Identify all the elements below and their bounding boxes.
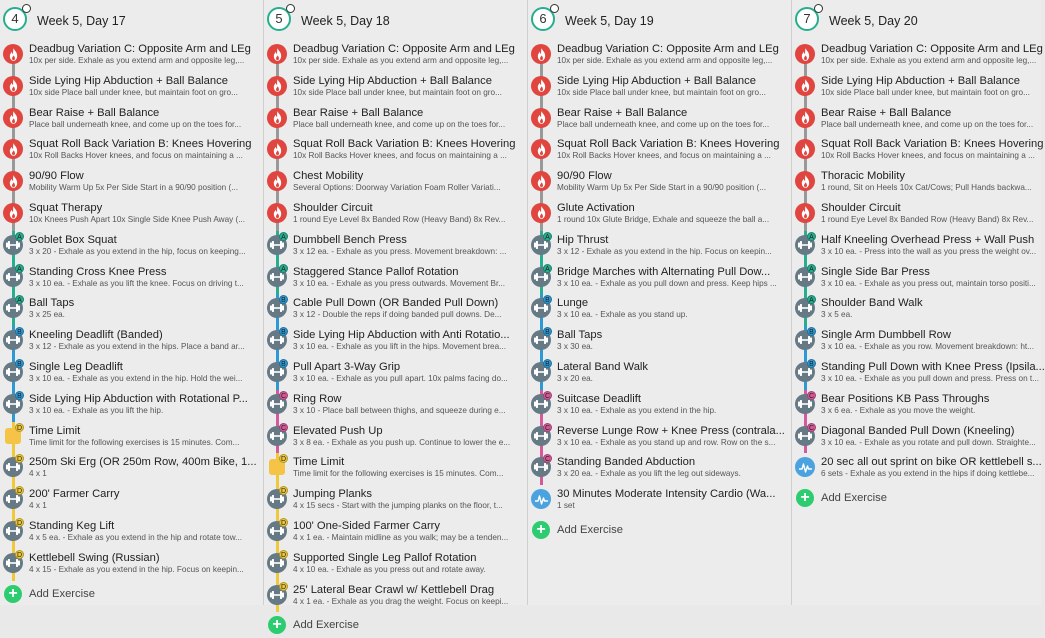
- exercise-item[interactable]: [792, 422, 1041, 454]
- exercise-name[interactable]: Half Kneeling Overhead Press + Wall Push: [821, 233, 1035, 246]
- exercise-name[interactable]: 30 Minutes Moderate Intensity Cardio (Wa...: [557, 488, 776, 501]
- exercise-item[interactable]: [792, 104, 1041, 136]
- group-badge: D: [16, 519, 23, 527]
- fire-icon[interactable]: [795, 76, 815, 96]
- group-badge: D: [280, 519, 287, 527]
- fire-icon[interactable]: [3, 44, 23, 64]
- add-exercise-button[interactable]: [264, 614, 527, 638]
- exercise-description: 3 x 25 ea.: [29, 310, 65, 320]
- exercise-item[interactable]: [528, 294, 791, 326]
- exercise-description: 10x per side. Exhale as you extend arm and opposite leg,...: [557, 56, 773, 65]
- exercise-item[interactable]: [792, 294, 1041, 326]
- exercise-description: 3 x 10 ea. - Exhale as you press outwards. Movement Br...: [293, 278, 506, 288]
- add-exercise-button[interactable]: [792, 487, 1041, 511]
- add-exercise-label[interactable]: Add Exercise: [557, 523, 623, 536]
- day-column: [0, 0, 264, 605]
- exercise-description: Several Options: Doorway Variation Foam Roller Variati...: [293, 183, 501, 193]
- exercise-name[interactable]: Side Lying Hip Abduction + Ball Balance: [557, 74, 756, 87]
- group-badge: B: [807, 359, 816, 368]
- exercise-description: 3 x 12 - Double the reps if doing banded pull downs. De...: [293, 310, 502, 320]
- exercise-item[interactable]: [0, 453, 263, 485]
- exercise-description: 3 x 12 - Exhale as you extend in the hip. Focus on keepin...: [557, 246, 772, 256]
- exercise-item[interactable]: [792, 40, 1041, 72]
- exercise-description: 1 set: [557, 501, 575, 511]
- exercise-item[interactable]: [0, 485, 263, 517]
- exercise-name[interactable]: Supported Single Leg Pallof Rotation: [293, 551, 477, 564]
- group-badge: A: [543, 232, 552, 241]
- exercise-item[interactable]: [792, 167, 1041, 199]
- exercise-name[interactable]: Standing Keg Lift: [29, 519, 115, 532]
- exercise-description: Place ball underneath knee, and come up on the toes for...: [821, 119, 1034, 129]
- exercise-description: 3 x 10 ea. - Exhale as you pull apart. 10x palms facing do...: [293, 373, 508, 383]
- exercise-item[interactable]: [0, 167, 263, 199]
- exercise-description: 4 x 5 ea. - Exhale as you extend in the hip and rotate tow...: [29, 532, 243, 542]
- group-badge: B: [543, 295, 552, 304]
- plus-icon[interactable]: +: [268, 616, 286, 634]
- fire-icon[interactable]: [795, 108, 815, 128]
- exercise-description: 10x side Place ball under knee, but maintain foot on gro...: [821, 87, 1030, 97]
- exercise-name[interactable]: Single Arm Dumbbell Row: [821, 329, 951, 342]
- exercise-name[interactable]: Lunge: [557, 297, 589, 310]
- exercise-name[interactable]: Bear Raise + Ball Balance: [29, 106, 160, 119]
- exercise-item[interactable]: [264, 581, 527, 613]
- exercise-item[interactable]: [0, 549, 263, 581]
- exercise-item[interactable]: [0, 135, 263, 167]
- exercise-description: 1 round, Sit on Heels 10x Cat/Cows; Pull Hands backwa...: [821, 183, 1032, 193]
- add-exercise-label[interactable]: Add Exercise: [293, 619, 359, 632]
- exercise-description: 1 round Eye Level 8x Banded Row (Heavy Band) 8x Rev...: [293, 214, 506, 224]
- exercise-item[interactable]: [0, 263, 263, 295]
- exercise-description: Mobility Warm Up 5x Per Side Start in a 90/90 position (...: [29, 183, 239, 193]
- exercise-name[interactable]: Side Lying Hip Abduction with Anti Rotatio...: [293, 329, 510, 342]
- fire-icon[interactable]: [267, 44, 287, 64]
- exercise-item[interactable]: [0, 358, 263, 390]
- exercise-name[interactable]: Time Limit: [29, 424, 81, 437]
- exercise-item[interactable]: [0, 326, 263, 358]
- day-number-badge[interactable]: 7: [795, 7, 819, 31]
- group-badge: B: [15, 391, 24, 400]
- add-exercise-button[interactable]: [0, 583, 263, 607]
- exercise-description: 10x side Place ball under knee, but maintain foot on gro...: [29, 87, 238, 97]
- exercise-description: 3 x 30 ea.: [557, 342, 593, 352]
- fire-icon[interactable]: [795, 203, 815, 223]
- exercise-name[interactable]: Staggered Stance Pallof Rotation: [293, 265, 459, 278]
- group-badge: B: [15, 327, 24, 336]
- exercise-name[interactable]: Bear Raise + Ball Balance: [557, 106, 688, 119]
- group-badge: D: [280, 488, 287, 496]
- exercise-name[interactable]: 20 sec all out sprint on bike OR kettlebell s...: [821, 456, 1042, 469]
- group-badge: B: [15, 359, 24, 368]
- fire-icon[interactable]: [531, 171, 551, 191]
- exercise-name[interactable]: Pull Apart 3-Way Grip: [293, 360, 401, 373]
- exercise-name[interactable]: Squat Therapy: [29, 201, 103, 214]
- group-badge: A: [807, 264, 816, 273]
- exercise-item[interactable]: [0, 422, 263, 454]
- group-badge: D: [16, 488, 23, 496]
- exercise-description: 3 x 12 - Exhale as you extend in the hips. Place a band ar...: [29, 342, 245, 352]
- exercise-item[interactable]: [264, 326, 527, 358]
- exercise-item[interactable]: [264, 517, 527, 549]
- group-badge: B: [807, 327, 816, 336]
- day-status-dot[interactable]: [814, 4, 823, 13]
- fire-icon[interactable]: [531, 139, 551, 159]
- exercise-item[interactable]: [528, 104, 791, 136]
- exercise-name[interactable]: Suitcase Deadlift: [557, 392, 641, 405]
- exercise-description: 4 x 1: [29, 469, 47, 479]
- exercise-item[interactable]: [264, 294, 527, 326]
- fire-icon[interactable]: [267, 76, 287, 96]
- exercise-name[interactable]: Time Limit: [293, 456, 345, 469]
- exercise-item[interactable]: [264, 390, 527, 422]
- exercise-description: 10x Roll Backs Hover knees, and focus on maintaining a ...: [29, 151, 243, 161]
- exercise-name[interactable]: Shoulder Circuit: [293, 201, 373, 214]
- exercise-description: 3 x 10 ea. - Exhale as you lift the hip.: [29, 405, 164, 415]
- exercise-item[interactable]: [528, 453, 791, 485]
- exercise-description: Time limit for the following exercises is 15 minutes. Com...: [293, 469, 504, 479]
- exercise-name[interactable]: 25' Lateral Bear Crawl w/ Kettlebell Drag: [293, 583, 495, 596]
- group-badge: D: [280, 456, 287, 464]
- exercise-item[interactable]: [528, 485, 791, 517]
- exercise-name[interactable]: 90/90 Flow: [557, 170, 612, 183]
- exercise-item[interactable]: [264, 485, 527, 517]
- exercise-description: 3 x 8 ea. - Exhale as you push up. Continue to lower the e...: [293, 437, 511, 447]
- exercise-item[interactable]: [528, 199, 791, 231]
- add-exercise-label[interactable]: Add Exercise: [29, 587, 95, 600]
- exercise-description: 10x Roll Backs Hover knees, and focus on maintaining a ...: [821, 151, 1035, 161]
- exercise-item[interactable]: [528, 135, 791, 167]
- exercise-description: 4 x 1: [29, 501, 47, 511]
- exercise-description: 6 sets - Exhale as you extend in the hips if doing kettlebe...: [821, 469, 1035, 479]
- add-exercise-label[interactable]: Add Exercise: [821, 492, 887, 505]
- exercise-name[interactable]: Diagonal Banded Pull Down (Kneeling): [821, 424, 1015, 437]
- group-badge: B: [543, 327, 552, 336]
- exercise-list: [528, 40, 791, 517]
- exercise-description: 10x Roll Backs Hover knees, and focus on maintaining a ...: [293, 151, 507, 161]
- exercise-description: 3 x 10 ea. - Exhale as you lift in the hips. Movement brea...: [293, 342, 506, 352]
- exercise-name[interactable]: Side Lying Hip Abduction + Ball Balance: [821, 74, 1020, 87]
- exercise-item[interactable]: [528, 358, 791, 390]
- fire-icon[interactable]: [267, 171, 287, 191]
- exercise-description: 10x Knees Push Apart 10x Single Side Knee Push Away (...: [29, 214, 246, 224]
- exercise-description: 3 x 12 ea. - Exhale as you press. Movement breakdown: ...: [293, 246, 507, 256]
- day-column: [264, 0, 528, 634]
- group-badge: C: [544, 456, 551, 464]
- fire-icon[interactable]: [267, 108, 287, 128]
- exercise-description: 10x Roll Backs Hover knees, and focus on maintaining a ...: [557, 151, 771, 161]
- group-badge: A: [807, 295, 816, 304]
- day-header: [264, 0, 527, 40]
- fire-icon[interactable]: [267, 139, 287, 159]
- group-badge: A: [279, 264, 288, 273]
- fire-icon[interactable]: [3, 76, 23, 96]
- add-exercise-button[interactable]: [528, 519, 791, 543]
- day-number-badge[interactable]: 6: [531, 7, 555, 31]
- day-header: [528, 0, 791, 40]
- day-header: [0, 0, 263, 40]
- exercise-description: 3 x 20 ea.: [557, 373, 593, 383]
- exercise-name[interactable]: Kettlebell Swing (Russian): [29, 551, 160, 564]
- exercise-description: 1 round Eye Level 8x Banded Row (Heavy Band) 8x Rev...: [821, 214, 1034, 224]
- exercise-item[interactable]: [0, 104, 263, 136]
- exercise-item[interactable]: [0, 231, 263, 263]
- group-badge: B: [279, 359, 288, 368]
- exercise-name[interactable]: Squat Roll Back Variation B: Knees Hovering: [293, 138, 516, 151]
- exercise-description: 10x side Place ball under knee, but maintain foot on gro...: [293, 87, 502, 97]
- exercise-item[interactable]: [792, 263, 1041, 295]
- exercise-item[interactable]: [264, 167, 527, 199]
- exercise-name[interactable]: Cable Pull Down (OR Banded Pull Down): [293, 297, 499, 310]
- day-header: [792, 0, 1041, 40]
- exercise-description: 10x per side. Exhale as you extend arm and opposite leg,...: [821, 56, 1037, 65]
- plus-icon[interactable]: +: [796, 489, 814, 507]
- fire-icon[interactable]: [531, 108, 551, 128]
- exercise-item[interactable]: [264, 422, 527, 454]
- exercise-description: 4 x 15 - Exhale as you extend in the hip. Focus on keepin...: [29, 564, 244, 574]
- group-badge: C: [808, 424, 815, 432]
- exercise-item[interactable]: [264, 549, 527, 581]
- group-badge: B: [279, 327, 288, 336]
- day-column: [528, 0, 792, 605]
- fire-icon[interactable]: [795, 44, 815, 64]
- exercise-description: 10x per side. Exhale as you extend arm and opposite leg,...: [293, 56, 509, 65]
- fire-icon[interactable]: [795, 171, 815, 191]
- exercise-name[interactable]: Deadbug Variation C: Opposite Arm and LEg: [557, 43, 779, 55]
- exercise-name[interactable]: Standing Cross Knee Press: [29, 265, 167, 278]
- exercise-item[interactable]: [264, 358, 527, 390]
- group-badge: D: [16, 551, 23, 559]
- exercise-name[interactable]: 250m Ski Erg (OR 250m Row, 400m Bike, 1...: [29, 456, 257, 469]
- exercise-item[interactable]: [528, 167, 791, 199]
- exercise-name[interactable]: Chest Mobility: [293, 170, 364, 183]
- exercise-description: 4 x 1 ea. - Exhale as you drag the weight. Focus on keepi...: [293, 596, 509, 606]
- exercise-name[interactable]: 90/90 Flow: [29, 170, 84, 183]
- exercise-item[interactable]: [264, 72, 527, 104]
- exercise-description: 1 round 10x Glute Bridge, Exhale and squeeze the ball a...: [557, 214, 770, 224]
- group-badge: C: [544, 424, 551, 432]
- exercise-item[interactable]: [528, 390, 791, 422]
- exercise-item[interactable]: [528, 422, 791, 454]
- group-badge: C: [280, 424, 287, 432]
- exercise-description: 3 x 10 - Place ball between thighs, and squeeze during e...: [293, 405, 506, 415]
- exercise-name[interactable]: Standing Banded Abduction: [557, 456, 696, 469]
- exercise-description: 3 x 10 ea. - Exhale as you extend in the hip. Hold the wei...: [29, 373, 243, 383]
- exercise-description: Place ball underneath knee, and come up on the toes for...: [29, 119, 242, 129]
- exercise-item[interactable]: [792, 326, 1041, 358]
- exercise-item[interactable]: [792, 135, 1044, 167]
- exercise-description: 3 x 20 - Exhale as you extend in the hip, focus on keeping...: [29, 246, 246, 256]
- exercise-item[interactable]: [792, 390, 1041, 422]
- day-title[interactable]: Week 5, Day 17: [37, 14, 126, 28]
- exercise-item[interactable]: [0, 390, 263, 422]
- exercise-description: 3 x 5 ea.: [821, 310, 853, 320]
- exercise-description: 4 x 10 ea. - Exhale as you press out and rotate away.: [293, 564, 486, 574]
- exercise-description: Place ball underneath knee, and come up on the toes for...: [293, 119, 506, 129]
- cardio-icon[interactable]: [795, 457, 815, 477]
- day-status-dot[interactable]: [286, 4, 295, 13]
- exercise-item[interactable]: [264, 135, 527, 167]
- exercise-name[interactable]: Ball Taps: [29, 297, 75, 310]
- group-badge: C: [808, 392, 815, 400]
- exercise-item[interactable]: [792, 453, 1041, 485]
- exercise-item[interactable]: [0, 294, 263, 326]
- exercise-description: 3 x 10 ea. - Press into the wall as you press the weight ov...: [821, 246, 1037, 256]
- plus-icon[interactable]: +: [532, 521, 550, 539]
- exercise-item[interactable]: [0, 199, 263, 231]
- exercise-name[interactable]: Squat Roll Back Variation B: Knees Hovering: [557, 138, 780, 151]
- group-badge: B: [279, 295, 288, 304]
- exercise-item[interactable]: [528, 72, 791, 104]
- exercise-name[interactable]: Side Lying Hip Abduction with Rotational P...: [29, 392, 248, 405]
- exercise-item[interactable]: [264, 263, 527, 295]
- exercise-name[interactable]: Deadbug Variation C: Opposite Arm and LEg: [29, 43, 251, 55]
- exercise-item[interactable]: [792, 358, 1045, 390]
- fire-icon[interactable]: [795, 139, 815, 159]
- exercise-name[interactable]: Shoulder Circuit: [821, 201, 901, 214]
- exercise-name[interactable]: 200' Farmer Carry: [29, 488, 120, 501]
- exercise-name[interactable]: Squat Roll Back Variation B: Knees Hovering: [821, 138, 1044, 151]
- exercise-name[interactable]: Squat Roll Back Variation B: Knees Hovering: [29, 138, 252, 151]
- exercise-description: Time limit for the following exercises is 15 minutes. Com...: [29, 437, 240, 447]
- day-status-dot[interactable]: [550, 4, 559, 13]
- exercise-description: 3 x 10 ea. - Exhale as you pull down and press. Press on t...: [821, 373, 1040, 383]
- exercise-name[interactable]: Bridge Marches with Alternating Pull Dow...: [557, 265, 771, 278]
- exercise-name[interactable]: Goblet Box Squat: [29, 233, 117, 246]
- group-badge: D: [280, 583, 287, 591]
- exercise-description: 4 x 1 ea. - Maintain midline as you walk; may be a tenden...: [293, 532, 509, 542]
- exercise-item[interactable]: [0, 40, 263, 72]
- group-badge: D: [280, 551, 287, 559]
- exercise-description: 3 x 10 ea. - Exhale as you row. Movement breakdown: ht...: [821, 342, 1034, 352]
- group-badge: A: [543, 264, 552, 273]
- exercise-name[interactable]: Dumbbell Bench Press: [293, 233, 407, 246]
- exercise-name[interactable]: Lateral Band Walk: [557, 360, 648, 373]
- group-badge: A: [279, 232, 288, 241]
- group-badge: C: [544, 392, 551, 400]
- exercise-description: 10x per side. Exhale as you extend arm and opposite leg,...: [29, 56, 245, 65]
- plus-icon[interactable]: +: [4, 585, 22, 603]
- exercise-description: 10x side Place ball under knee, but maintain foot on gro...: [557, 87, 766, 97]
- exercise-item[interactable]: [264, 104, 527, 136]
- exercise-description: 3 x 20 ea. - Exhale as you lift the leg out sideways.: [557, 469, 741, 479]
- exercise-name[interactable]: Ball Taps: [557, 329, 603, 342]
- day-title[interactable]: Week 5, Day 18: [301, 14, 390, 28]
- day-number-badge[interactable]: 5: [267, 7, 291, 31]
- exercise-item[interactable]: [528, 263, 791, 295]
- exercise-name[interactable]: Jumping Planks: [293, 488, 372, 501]
- day-column: [792, 0, 1045, 605]
- exercise-name[interactable]: Single Leg Deadlift: [29, 360, 123, 373]
- exercise-name[interactable]: Single Side Bar Press: [821, 265, 930, 278]
- exercise-description: 3 x 10 ea. - Exhale as you rotate and pull down. Straighte...: [821, 437, 1036, 447]
- exercise-name[interactable]: Hip Thrust: [557, 233, 609, 246]
- exercise-item[interactable]: [792, 199, 1041, 231]
- fire-icon[interactable]: [3, 108, 23, 128]
- exercise-item[interactable]: [792, 72, 1041, 104]
- exercise-description: 3 x 10 ea. - Exhale as you lift the knee. Focus on driving t...: [29, 278, 244, 288]
- exercise-name[interactable]: Side Lying Hip Abduction + Ball Balance: [29, 74, 228, 87]
- group-badge: D: [16, 424, 23, 432]
- exercise-list: [264, 40, 527, 612]
- exercise-description: 3 x 10 ea. - Exhale as you extend in the hip.: [557, 405, 717, 415]
- cardio-icon[interactable]: [531, 489, 551, 509]
- group-badge: A: [807, 232, 816, 241]
- exercise-item[interactable]: [264, 453, 527, 485]
- group-badge: D: [16, 456, 23, 464]
- exercise-description: 3 x 6 ea. - Exhale as you move the weight.: [821, 405, 976, 415]
- fire-icon[interactable]: [531, 203, 551, 223]
- exercise-description: 3 x 10 ea. - Exhale as you stand up and row. Row on the s...: [557, 437, 776, 447]
- exercise-list: [792, 40, 1045, 485]
- group-badge: A: [15, 295, 24, 304]
- group-badge: C: [280, 392, 287, 400]
- exercise-name[interactable]: Reverse Lunge Row + Knee Press (contrala...: [557, 424, 785, 437]
- exercise-item[interactable]: [528, 231, 791, 263]
- fire-icon[interactable]: [531, 76, 551, 96]
- group-badge: B: [543, 359, 552, 368]
- exercise-item[interactable]: [528, 40, 791, 72]
- exercise-item[interactable]: [0, 517, 263, 549]
- fire-icon[interactable]: [3, 203, 23, 223]
- exercise-name[interactable]: Bear Raise + Ball Balance: [821, 106, 952, 119]
- exercise-description: 3 x 10 ea. - Exhale as you press out, maintain torso positi...: [821, 278, 1036, 288]
- exercise-description: Mobility Warm Up 5x Per Side Start in a 90/90 position (...: [557, 183, 767, 193]
- exercise-description: Place ball underneath knee, and come up on the toes for...: [557, 119, 770, 129]
- exercise-item[interactable]: [528, 326, 791, 358]
- day-title[interactable]: Week 5, Day 19: [565, 14, 654, 28]
- exercise-name[interactable]: Kneeling Deadlift (Banded): [29, 329, 163, 342]
- exercise-name[interactable]: Ring Row: [293, 392, 342, 405]
- exercise-name[interactable]: Shoulder Band Walk: [821, 297, 923, 310]
- day-status-dot[interactable]: [22, 4, 31, 13]
- fire-icon[interactable]: [3, 171, 23, 191]
- day-number-badge[interactable]: 4: [3, 7, 27, 31]
- exercise-description: 3 x 10 ea. - Exhale as you stand up.: [557, 310, 688, 320]
- exercise-description: 4 x 15 secs - Start with the jumping planks on the floor, t...: [293, 501, 503, 511]
- exercise-list: [0, 40, 263, 581]
- fire-icon[interactable]: [3, 139, 23, 159]
- day-title[interactable]: Week 5, Day 20: [829, 14, 918, 28]
- exercise-name[interactable]: Deadbug Variation C: Opposite Arm and LEg: [821, 43, 1043, 55]
- exercise-item[interactable]: [792, 231, 1041, 263]
- group-badge: A: [15, 232, 24, 241]
- exercise-name[interactable]: Glute Activation: [557, 201, 635, 214]
- exercise-name[interactable]: Bear Raise + Ball Balance: [293, 106, 424, 119]
- exercise-name[interactable]: Thoracic Mobility: [821, 170, 905, 183]
- fire-icon[interactable]: [267, 203, 287, 223]
- group-badge: A: [15, 264, 24, 273]
- exercise-name[interactable]: Bear Positions KB Pass Throughs: [821, 392, 990, 405]
- exercise-item[interactable]: [264, 40, 527, 72]
- exercise-name[interactable]: 100' One-Sided Farmer Carry: [293, 519, 441, 532]
- exercise-name[interactable]: Side Lying Hip Abduction + Ball Balance: [293, 74, 492, 87]
- exercise-name[interactable]: Deadbug Variation C: Opposite Arm and LEg: [293, 43, 515, 55]
- exercise-name[interactable]: Standing Pull Down with Knee Press (Ipsila...: [821, 360, 1045, 373]
- exercise-name[interactable]: Elevated Push Up: [293, 424, 383, 437]
- exercise-item[interactable]: [264, 231, 527, 263]
- fire-icon[interactable]: [531, 44, 551, 64]
- exercise-description: 3 x 10 ea. - Exhale as you pull down and press. Keep hips ...: [557, 278, 777, 288]
- exercise-item[interactable]: [0, 72, 263, 104]
- exercise-item[interactable]: [264, 199, 527, 231]
